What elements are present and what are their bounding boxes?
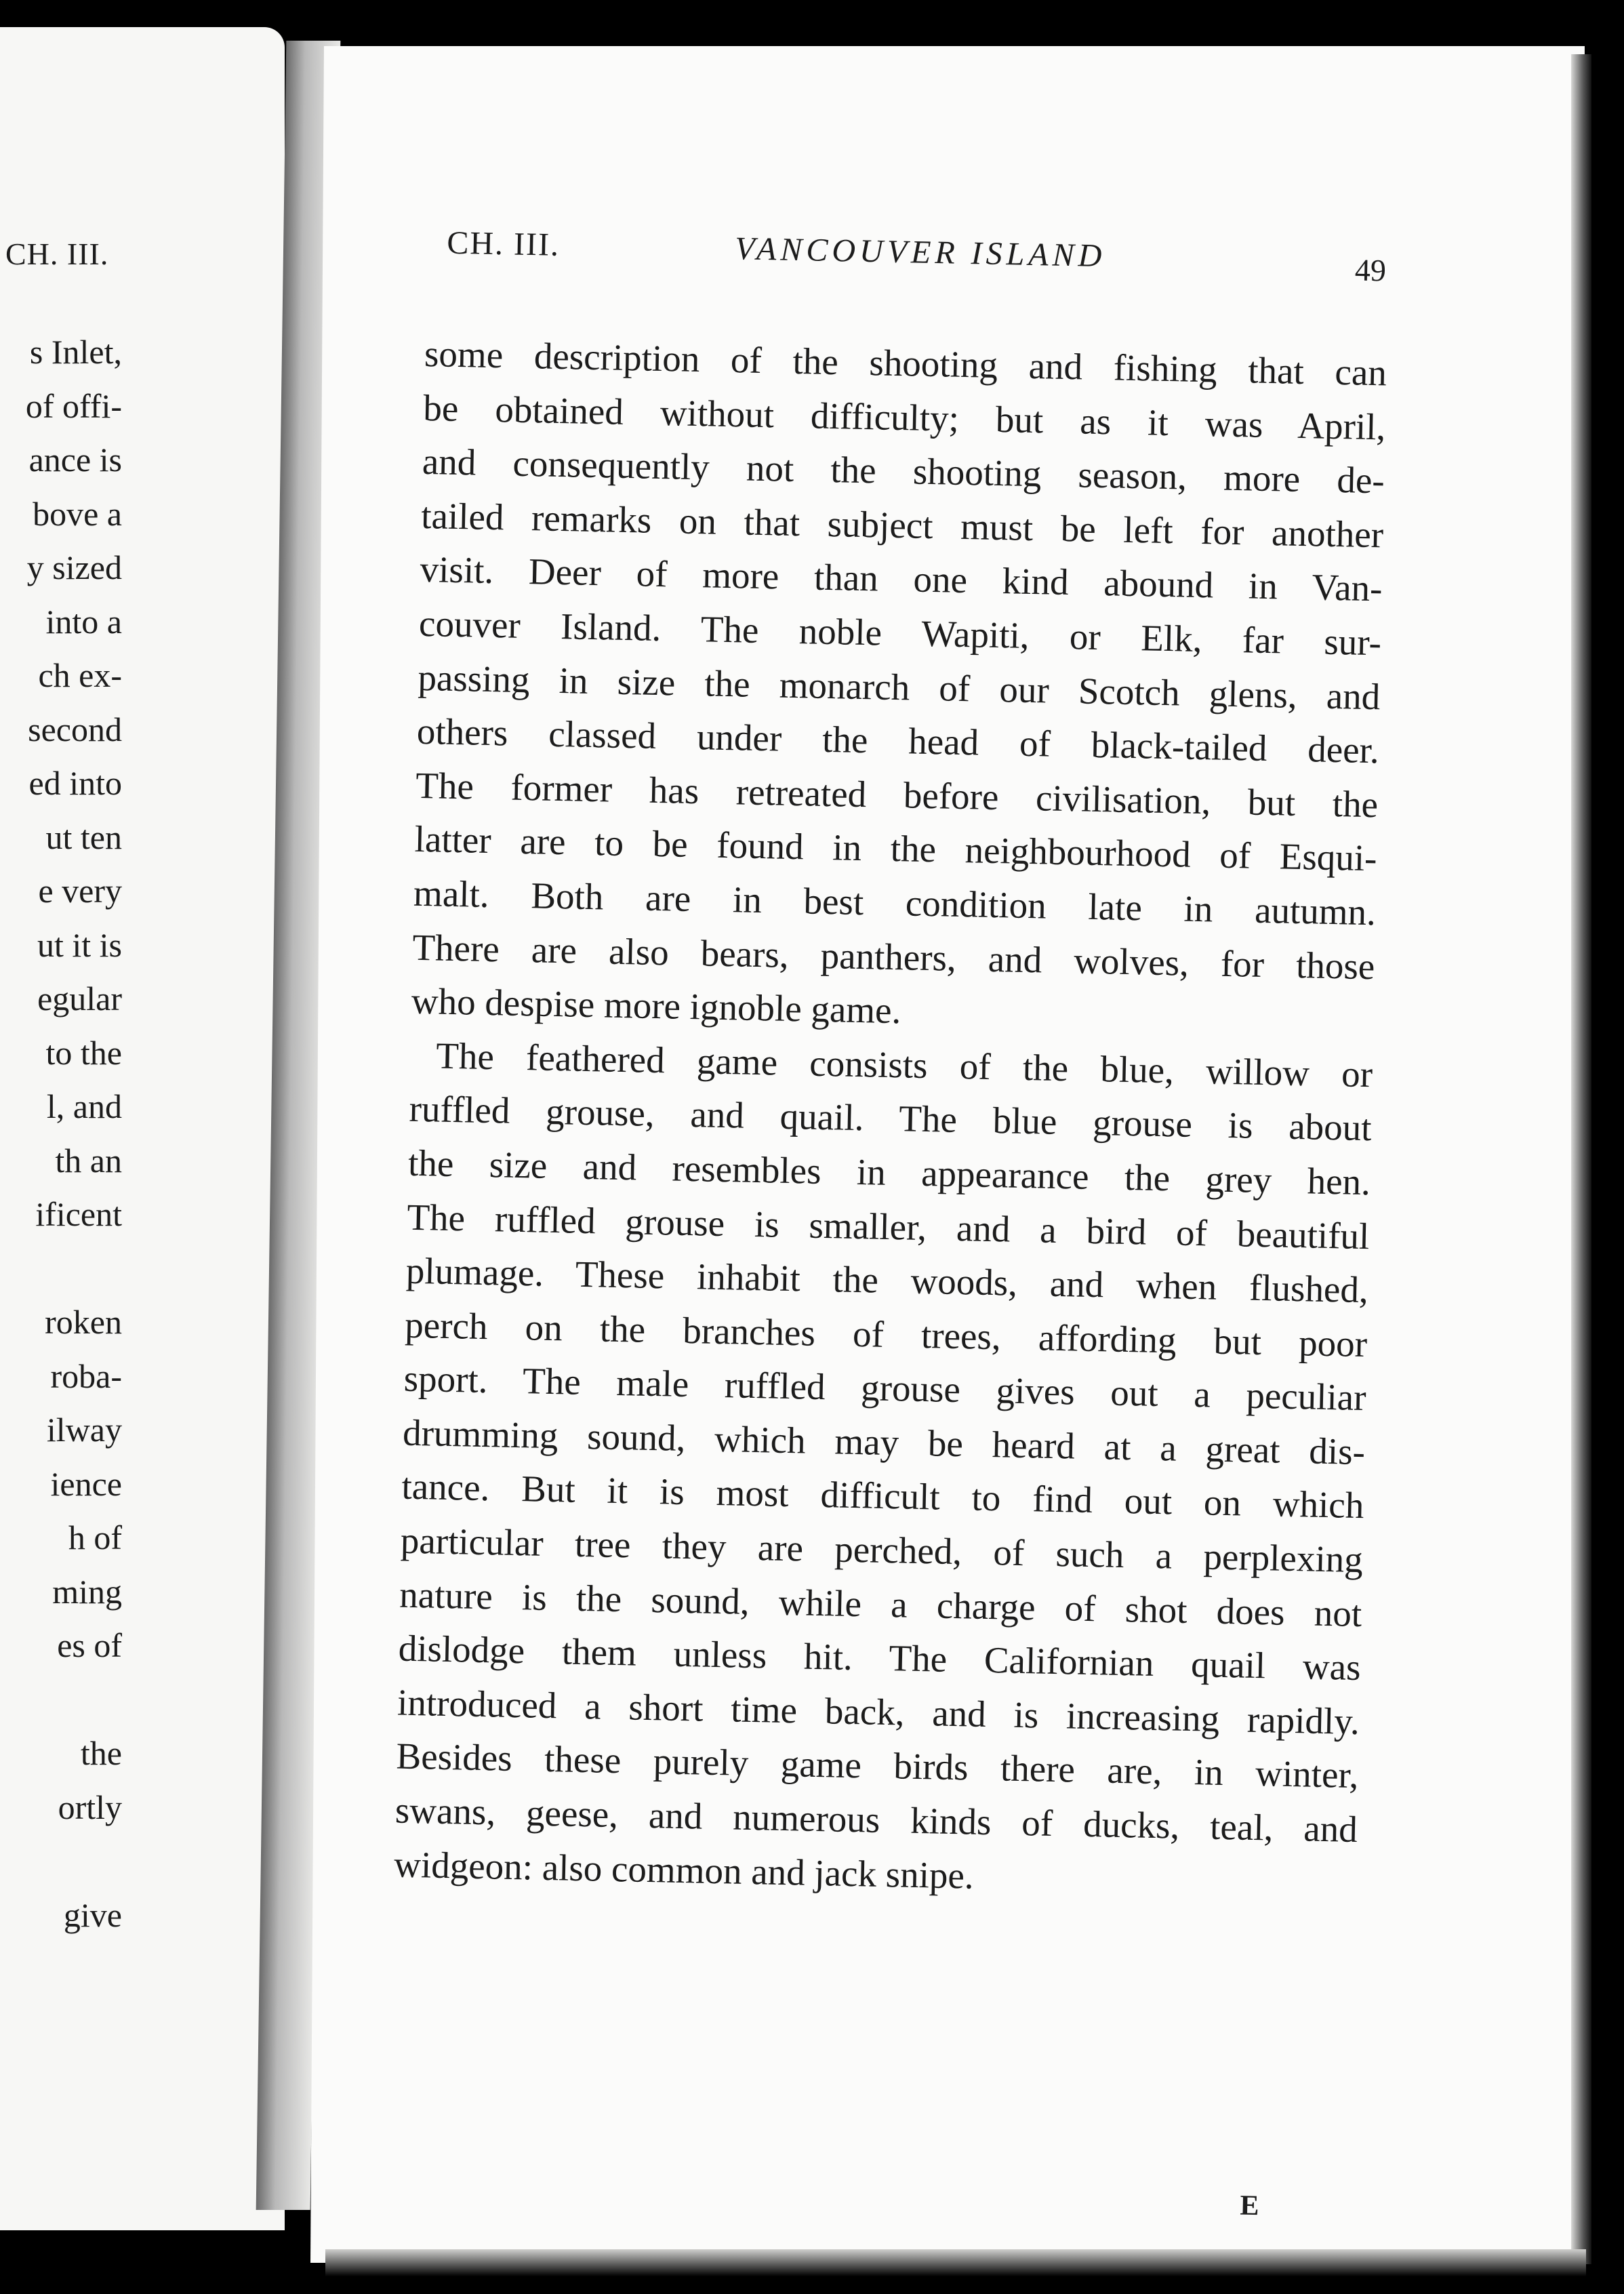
text-line: latter are to be found in the neighbourhood of Esqui- xyxy=(414,818,1378,879)
text-line: dislodge them unless hit. The Californian quail was xyxy=(398,1627,1362,1689)
text-line: drumming sound, which may be heard at a great dis- xyxy=(402,1411,1366,1473)
text-line: couver Island. The noble Wapiti, or Elk, far sur- xyxy=(418,602,1382,664)
left-page-line: roba- xyxy=(50,1356,122,1395)
left-page-line: l, and xyxy=(46,1087,122,1125)
text-line: passing in size the monarch of our Scotch glens, and xyxy=(417,656,1381,717)
left-page-line xyxy=(0,1673,122,1727)
text-line: particular tree they are perched, of such a perplexing xyxy=(400,1519,1364,1581)
text-line: tailed remarks on that subject must be left for another xyxy=(420,494,1384,556)
left-page-line: ortly xyxy=(58,1788,122,1826)
left-page-line: th an xyxy=(55,1141,122,1180)
left-page-line: y sized xyxy=(26,548,122,586)
left-running-head: CH. III. xyxy=(5,237,109,271)
signature-mark: E xyxy=(1240,2190,1260,2222)
left-page-line: roken xyxy=(45,1303,122,1341)
left-page-line: ut ten xyxy=(45,818,122,856)
left-page-line: bove a xyxy=(33,494,122,533)
body-text xyxy=(394,327,1387,1910)
chapter-label: CH. III. xyxy=(446,224,561,263)
text-line: others classed under the head of black-tailed deer. xyxy=(416,710,1380,771)
text-line: widgeon: also common and jack snipe. xyxy=(393,1843,975,1897)
text-line: The former has retreated before civilisation, but the xyxy=(415,764,1379,826)
left-page-line: h of xyxy=(68,1518,122,1556)
text-line: ruffled grouse, and quail. The blue grouse is about xyxy=(409,1088,1373,1149)
left-page-line: ience xyxy=(50,1464,122,1503)
left-page-line: s Inlet, xyxy=(29,333,122,371)
text-line: malt. Both are in best condition late in autumn. xyxy=(413,872,1377,933)
text-line: There are also bears, panthers, and wolves, for those xyxy=(411,926,1375,987)
left-page-line: the xyxy=(80,1734,122,1772)
left-page-line: ch ex- xyxy=(38,656,122,694)
left-page-line: es of xyxy=(57,1626,122,1664)
left-page xyxy=(0,27,285,2230)
text-line: Besides these purely game birds there are, in winter, xyxy=(396,1735,1359,1796)
left-page-line: ming xyxy=(52,1572,122,1611)
text-line: The feathered game consists of the blue, willow or xyxy=(435,1034,1373,1095)
page-number: 49 xyxy=(1354,252,1387,288)
left-page-line: second xyxy=(28,710,122,748)
text-line: swans, geese, and numerous kinds of ducks, teal, and xyxy=(394,1789,1358,1851)
left-page-line xyxy=(0,1834,122,1889)
text-line: sport. The male ruffled grouse gives out a peculiar xyxy=(403,1357,1367,1419)
left-page-line: e very xyxy=(38,872,122,910)
text-line: perch on the branches of trees, affording but poor xyxy=(404,1304,1368,1365)
left-page-line: ed into xyxy=(28,764,122,802)
left-page-line: ilway xyxy=(46,1411,122,1449)
text-line: plumage. These inhabit the woods, and when flushed, xyxy=(405,1249,1369,1311)
text-line: nature is the sound, while a charge of shot does not xyxy=(399,1573,1362,1634)
left-page-line: ance is xyxy=(28,441,122,479)
text-line: and consequently not the shooting season, more de- xyxy=(422,441,1385,502)
left-page-line: to the xyxy=(45,1033,122,1072)
left-page-line xyxy=(0,1242,122,1296)
left-page-line: of offi- xyxy=(25,386,122,425)
text-line: The ruffled grouse is smaller, and a bird of beautiful xyxy=(406,1196,1370,1257)
text-line: introduced a short time back, and is increasing rapidly. xyxy=(397,1681,1360,1742)
right-page-content xyxy=(393,224,1389,2222)
left-page-text xyxy=(0,325,122,1942)
text-line: the size and resembles in appearance the grey hen. xyxy=(407,1142,1371,1203)
page-bottom-shadow xyxy=(325,2249,1586,2276)
left-page-line: egular xyxy=(37,980,122,1018)
text-line: visit. Deer of more than one kind abound in Van- xyxy=(420,548,1383,609)
left-page-line: ificent xyxy=(35,1195,122,1233)
text-line: some description of the shooting and fishing that can xyxy=(424,332,1387,394)
page-edge xyxy=(1571,54,1591,2264)
left-page-line: ut it is xyxy=(37,925,122,964)
left-page-line: into a xyxy=(45,602,122,641)
text-line: be obtained without difficulty; but as it was April, xyxy=(422,386,1386,448)
text-line: who despise more ignoble game. xyxy=(411,980,901,1032)
left-page-line: give xyxy=(63,1895,122,1934)
text-line: tance. But it is most difficult to find out on which xyxy=(401,1466,1364,1527)
page-title: VANCOUVER ISLAND xyxy=(734,230,1106,275)
